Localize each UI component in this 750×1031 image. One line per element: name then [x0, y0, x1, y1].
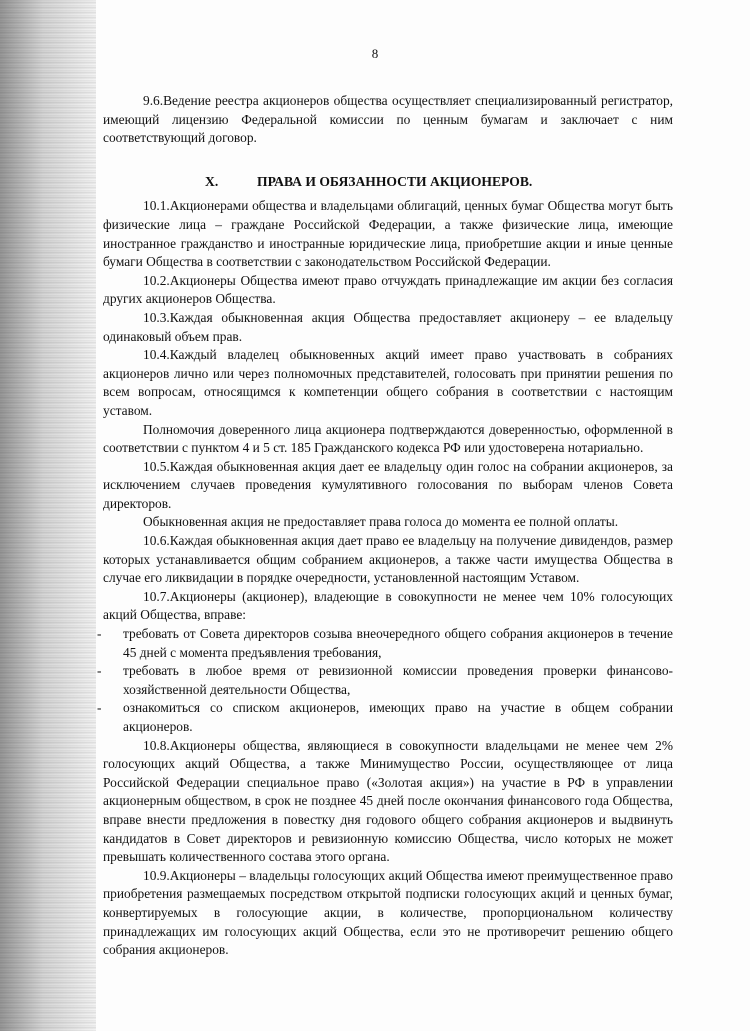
- paragraph-10-1: 10.1.Акционерами общества и владельцами облигаций, ценных бумаг Общества могут быть физические лица – граждане Российской Федерации, а также физические лица, имеющие иностранное гражданство и иностранные юридические лица, приобретшие акции и иные ценные бумаги Общества в соответствии с законодательством Российской Федерации.: [103, 198, 673, 270]
- paragraph-10-4-power-of-attorney: Полномочия доверенного лица акционера подтверждаются доверенностью, оформленной в соответствии с пунктом 4 и 5 ст. 185 Гражданского кодекса РФ или удостоверена нотариально.: [103, 421, 673, 456]
- paragraph-10-2: 10.2.Акционеры Общества имеют право отчуждать принадлежащие им акции без согласия других акционеров Общества.: [103, 272, 673, 307]
- section-number: X.: [205, 173, 219, 189]
- list-item: [97, 699, 673, 736]
- scan-binding-shadow: [0, 0, 96, 1031]
- list-dash: -: [97, 626, 102, 642]
- paragraph-10-4: 10.4.Каждый владелец обыкновенных акций имеет право участвовать в собраниях акционеров лично или через полномочных представителей, голосовать при принятии решения по всем вопросам, относящимся к компетенции общего собрания в соответствии с настоящим уставом.: [103, 347, 673, 418]
- paragraph-10-3: 10.3.Каждая обыкновенная акция Общества предоставляет акционеру – ее владельцу одинаковый объем прав.: [103, 309, 673, 344]
- paragraph-9-6: 9.6.Ведение реестра акционеров общества осуществляет специализированный регистратор, имеющий лицензию Федеральной комиссии по ценным бумагам и заключает с ним соответствующий договор.: [103, 93, 673, 146]
- document-body: [97, 92, 673, 960]
- list-item: [97, 625, 673, 662]
- list-dash: -: [97, 700, 102, 716]
- list-item-text: ознакомиться со списком акционеров, имеющих право на участие в общем собрании акционеров.: [123, 700, 673, 734]
- list-item-text: требовать в любое время от ревизионной комиссии проведения проверки финансово-хозяйственной деятельности Общества,: [123, 663, 673, 697]
- paragraph-10-5-note: Обыкновенная акция не предоставляет права голоса до момента ее полной оплаты.: [143, 514, 619, 530]
- paragraph-10-9: 10.9.Акционеры – владельцы голосующих акций Общества имеют преимущественное право приобретения размещаемых посредством открытой подписки голосующих акций и ценных бумаг, конвертируемых в голосующие акции, в количестве, пропорциональном количеству принадлежащих им голосующих акций Общества, если это не противоречит решению общего собрания акционеров.: [103, 867, 673, 958]
- paragraph-10-5: 10.5.Каждая обыкновенная акция дает ее владельцу один голос на собрании акционеров, за исключением случаев проведения кумулятивного голосования по выборам членов Совета директоров.: [103, 458, 673, 511]
- paragraph-10-6: 10.6.Каждая обыкновенная акция дает право ее владельцу на получение дивидендов, размер которых устанавливается общим собранием акционеров, а также части имущества Общества в случае его ликвидации в порядке очередности, установленной настоящим Уставом.: [103, 533, 673, 586]
- paragraph-10-8: 10.8.Акционеры общества, являющиеся в совокупности владельцами не менее чем 2% голосующих акций Общества, а также Минимущество России, осуществляющее от лица Российской Федерации специальное право («Золотая акция») на участие в РФ в управлении акционерным обществом, в срок не позднее 45 дней после окончания финансового года Общества, вправе внести предложения в повестку дня годового общего собрания акционеров и выдвинуть кандидатов в Совет директоров и ревизионную комиссию Общества, число которых не может превышать количественного состава этого органа.: [103, 737, 673, 865]
- rights-list: [97, 625, 673, 737]
- section-heading: [103, 173, 673, 192]
- section-title: ПРАВА И ОБЯЗАННОСТИ АКЦИОНЕРОВ.: [257, 173, 533, 189]
- page-number: 8: [371, 46, 379, 61]
- list-item: [97, 662, 673, 699]
- list-dash: -: [97, 663, 102, 679]
- paragraph-10-7: 10.7.Акционеры (акционер), владеющие в совокупности не менее чем 10% голосующих акций Общества, вправе:: [103, 588, 673, 623]
- list-item-text: требовать от Совета директоров созыва внеочередного общего собрания акционеров в течение 45 дней с момента предъявления требования,: [123, 626, 673, 660]
